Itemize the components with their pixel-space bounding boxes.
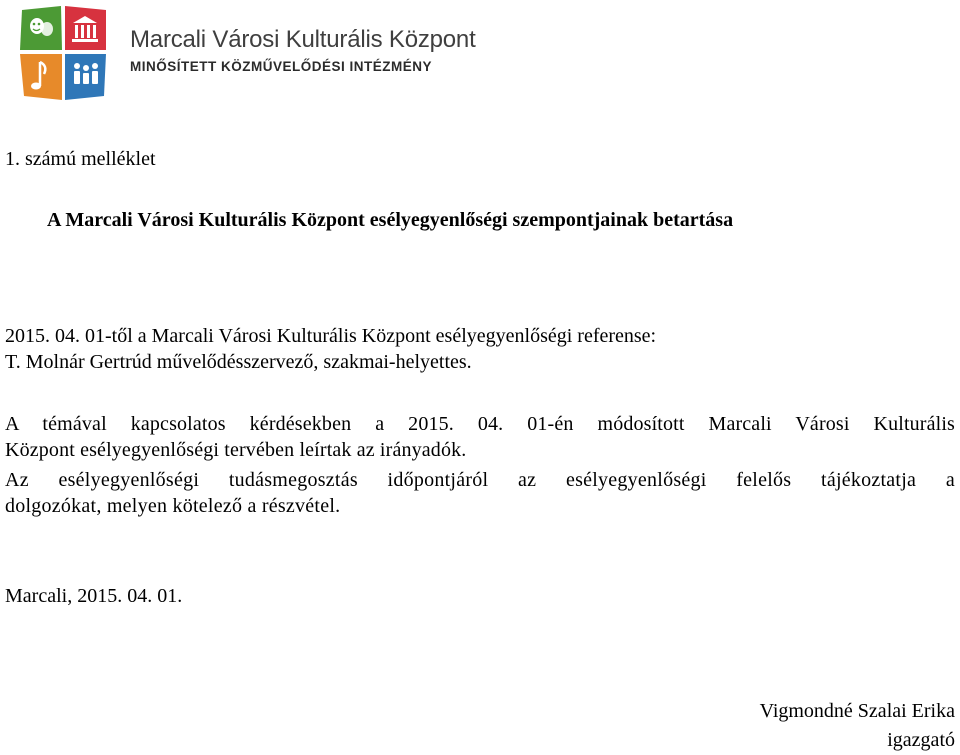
paragraph-line: dolgozókat, melyen kötelező a részvétel.: [5, 495, 341, 517]
paragraph-guidelines: [5, 411, 955, 463]
signer-name: Vigmondné Szalai Erika: [759, 700, 955, 722]
document-title: A Marcali Városi Kulturális Központ esélyegyenlőségi szempontjainak betartása: [47, 209, 734, 231]
people-icon: [74, 63, 98, 84]
paragraph-line: T. Molnár Gertrúd művelődésszervező, szakmai-helyettes.: [5, 351, 472, 373]
organization-subtitle: MINŐSÍTETT KÖZMŰVELŐDÉSI INTÉZMÉNY: [130, 59, 433, 74]
organization-name: Marcali Városi Kulturális Központ: [130, 26, 476, 53]
letterhead: [18, 4, 478, 104]
signer-role: igazgató: [887, 729, 955, 751]
paragraph-referent: [5, 323, 955, 375]
paragraph-line: 2015. 04. 01-től a Marcali Városi Kulturális Központ esélyegyenlőségi referense:: [5, 325, 657, 347]
paragraph-line: A témával kapcsolatos kérdésekben a 2015. 04. 01-én módosított Marcali Városi Kulturális: [5, 413, 955, 435]
annex-label: 1. számú melléklet: [5, 148, 156, 170]
paragraph-knowledge-sharing: [5, 467, 955, 519]
place-and-date: Marcali, 2015. 04. 01.: [5, 585, 183, 607]
logo: [18, 4, 108, 102]
paragraph-line: Az esélyegyenlőségi tudásmegosztás időpontjáról az esélyegyenlőségi felelős tájékoztatja a: [5, 469, 955, 491]
logo-tile-top-right: [65, 6, 106, 50]
paragraph-line: Központ esélyegyenlőségi tervében leírtak az irányadók.: [5, 439, 467, 461]
